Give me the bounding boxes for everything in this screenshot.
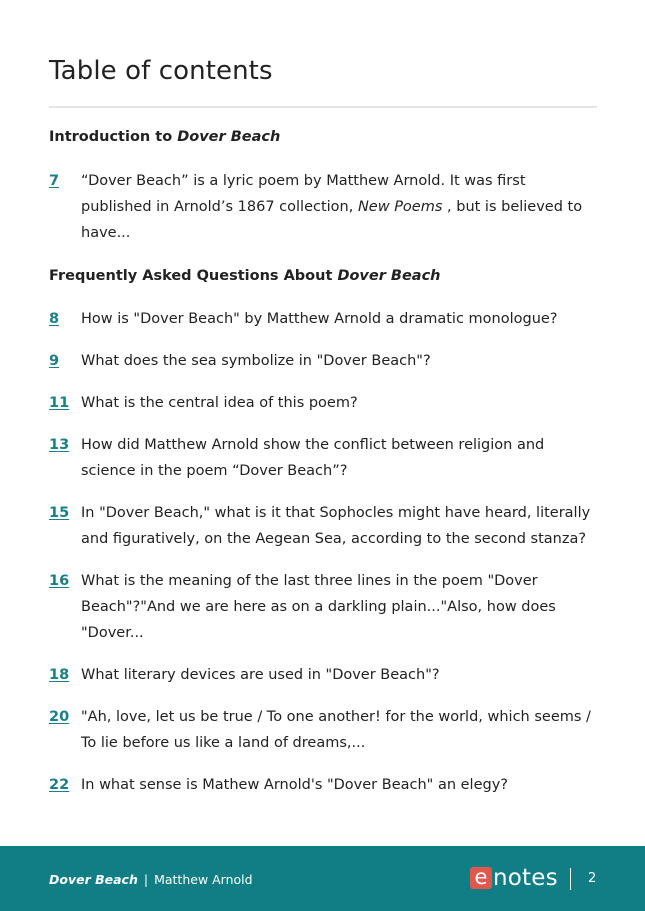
logo-wordmark: notes bbox=[493, 865, 558, 891]
toc-entry bbox=[49, 168, 597, 246]
section-heading-prefix: Frequently Asked Questions About bbox=[49, 268, 338, 284]
footer-author: Matthew Arnold bbox=[154, 872, 253, 887]
entry-text-part: “Dover Beach” is a lyric poem by Matthew Arnold. It was first published in Arnold’s 1867 collection, bbox=[81, 173, 526, 215]
section-heading-intro bbox=[49, 126, 597, 148]
entry-text-part: , but is believed to have... bbox=[81, 199, 583, 241]
toc-entry bbox=[49, 390, 597, 416]
page-link[interactable]: 22 bbox=[49, 777, 70, 793]
logo-e-icon: e bbox=[470, 867, 492, 889]
section-heading-prefix: Introduction to bbox=[49, 129, 178, 145]
page-link[interactable]: 16 bbox=[49, 573, 70, 589]
toc-entry-text: What is the meaning of the last three lines in the poem "Dover Beach"?"And we are here as on a darkling plain..."Also, how does "Dover... bbox=[81, 573, 556, 641]
faq-list bbox=[49, 306, 597, 798]
toc-entry-text: In what sense is Mathew Arnold's "Dover Beach" an elegy? bbox=[81, 777, 508, 793]
toc-entry-text: What does the sea symbolize in "Dover Beach"? bbox=[81, 353, 431, 369]
page-link[interactable]: 7 bbox=[49, 173, 60, 189]
section-heading-faq bbox=[49, 265, 597, 287]
footer-book-info bbox=[49, 872, 253, 887]
page-link[interactable]: 15 bbox=[49, 505, 70, 521]
toc-entry bbox=[49, 306, 597, 332]
page-link[interactable]: 13 bbox=[49, 437, 70, 453]
toc-entry bbox=[49, 568, 597, 646]
entry-italic-title: New Poems bbox=[357, 199, 443, 215]
page-link[interactable]: 18 bbox=[49, 667, 70, 683]
toc-entry bbox=[49, 432, 597, 484]
toc-entry bbox=[49, 348, 597, 374]
toc-entry bbox=[49, 500, 597, 552]
footer-book-title: Dover Beach bbox=[49, 872, 138, 887]
toc-entry bbox=[49, 662, 597, 688]
toc-entry-text: What literary devices are used in "Dover Beach"? bbox=[81, 667, 440, 683]
section-heading-work: Dover Beach bbox=[337, 268, 441, 284]
section-heading-work: Dover Beach bbox=[177, 129, 281, 145]
toc-entry bbox=[49, 704, 597, 756]
toc-entry bbox=[49, 772, 597, 798]
page-link[interactable]: 9 bbox=[49, 353, 60, 369]
page-link[interactable]: 11 bbox=[49, 395, 70, 411]
footer-divider bbox=[570, 868, 571, 890]
toc-entry-text: How is "Dover Beach" by Matthew Arnold a dramatic monologue? bbox=[81, 311, 558, 327]
page-link[interactable]: 20 bbox=[49, 709, 70, 725]
footer-bar bbox=[0, 846, 645, 911]
footer-separator: | bbox=[143, 872, 149, 887]
toc-entry-text: "Ah, love, let us be true / To one another! for the world, which seems / To lie before us like a land of dreams,... bbox=[81, 709, 591, 751]
page-link[interactable]: 8 bbox=[49, 311, 60, 327]
toc-entry-text: In "Dover Beach," what is it that Sophocles might have heard, literally and figuratively, on the Aegean Sea, according to the second stanza? bbox=[81, 505, 591, 547]
toc-entry-text: How did Matthew Arnold show the conflict between religion and science in the poem “Dover Beach”? bbox=[81, 437, 545, 479]
title-divider bbox=[49, 106, 597, 108]
toc-content bbox=[49, 126, 597, 798]
toc-entry-text: What is the central idea of this poem? bbox=[81, 395, 358, 411]
page-title: Table of contents bbox=[49, 56, 273, 86]
enotes-logo bbox=[470, 865, 558, 891]
footer-page-number: 2 bbox=[588, 871, 597, 886]
toc-entry-text bbox=[81, 168, 597, 246]
